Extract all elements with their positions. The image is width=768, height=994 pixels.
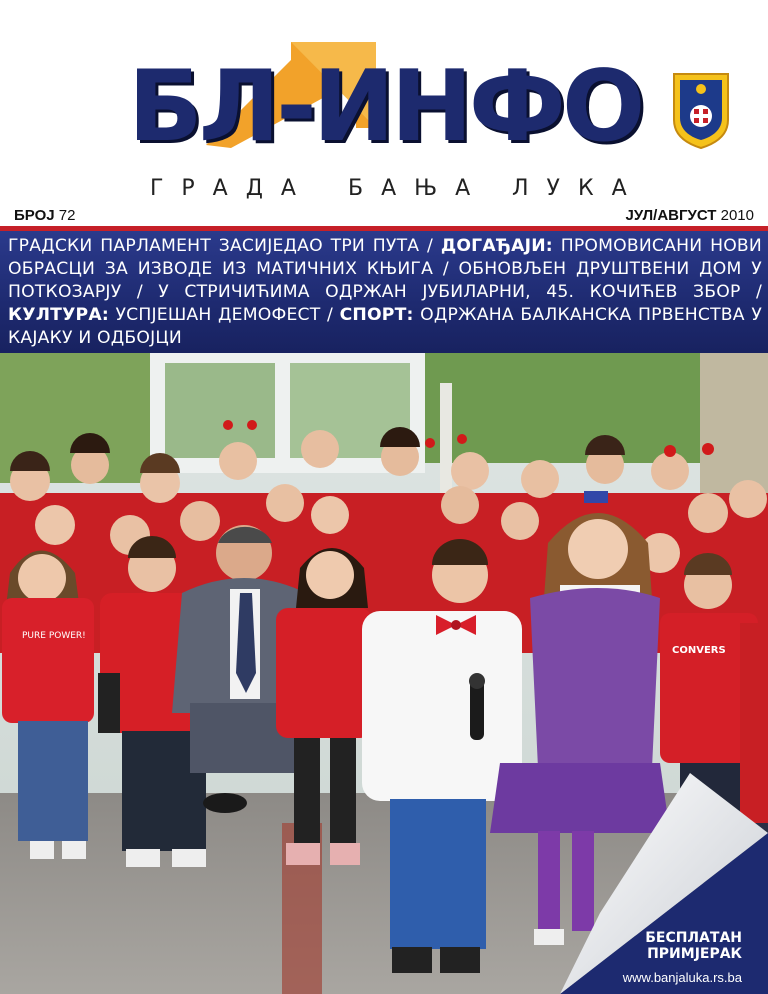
section-label: КУЛТУРА:	[8, 305, 109, 325]
website-url[interactable]: www.banjaluka.rs.ba	[622, 970, 742, 985]
headline-text	[8, 235, 762, 350]
headline-part: УСПЈЕШАН ДЕМОФЕСТ /	[108, 305, 340, 325]
issue-number	[14, 207, 75, 224]
issue-value: 72	[58, 207, 76, 224]
section-label: СПОРТ:	[339, 305, 414, 325]
issue-month: ЈУЛ/АВГУСТ	[625, 207, 717, 224]
city-subtitle	[150, 176, 645, 206]
issue-label: БРОЈ	[14, 207, 55, 224]
free-copy-line1: БЕСПЛАТАН	[645, 930, 742, 946]
city-crest-icon	[672, 72, 730, 150]
subtitle-word: ЛУКА	[512, 176, 645, 201]
group-photo-illustration	[0, 353, 768, 994]
masthead	[0, 0, 768, 230]
section-label: ДОГАЂАЈИ:	[440, 236, 553, 256]
headline-part: ОДРЖАНА БАЛКАНСКА ПРВЕНСТВА У КАЈАКУ И ОДБОЈЦИ	[8, 305, 762, 348]
shirt-print: CONVERS	[672, 645, 726, 656]
free-copy-label	[623, 930, 742, 985]
headline-band	[0, 231, 768, 353]
magazine-title: БЛ-ИНФО	[128, 50, 642, 164]
subtitle-word: ГРАДА	[150, 176, 314, 201]
free-copy-line2: ПРИМЈЕРАК	[647, 946, 742, 962]
cover-photo	[0, 353, 768, 994]
issue-year: 2010	[720, 207, 754, 224]
headline-part: ПРОМОВИСАНИ НОВИ ОБРАСЦИ ЗА ИЗВОДЕ ИЗ МАТИЧНИХ КЊИГА / ОБНОВЉЕН ДРУШТВЕНИ ДОМ У ПОТКОЗАРЈУ / У СТРИЧИЋИМА ОДРЖАН ЈУБИЛАРНИ, 45. КОЧИЋЕВ ЗБОР /	[8, 236, 762, 302]
subtitle-word: БАЊА	[348, 176, 489, 201]
headline-part: ГРАДСКИ ПАРЛАМЕНТ ЗАСИЈЕДАО ТРИ ПУТА /	[8, 236, 441, 256]
shirt-print: PURE POWER!	[22, 631, 86, 641]
issue-date	[626, 207, 754, 224]
